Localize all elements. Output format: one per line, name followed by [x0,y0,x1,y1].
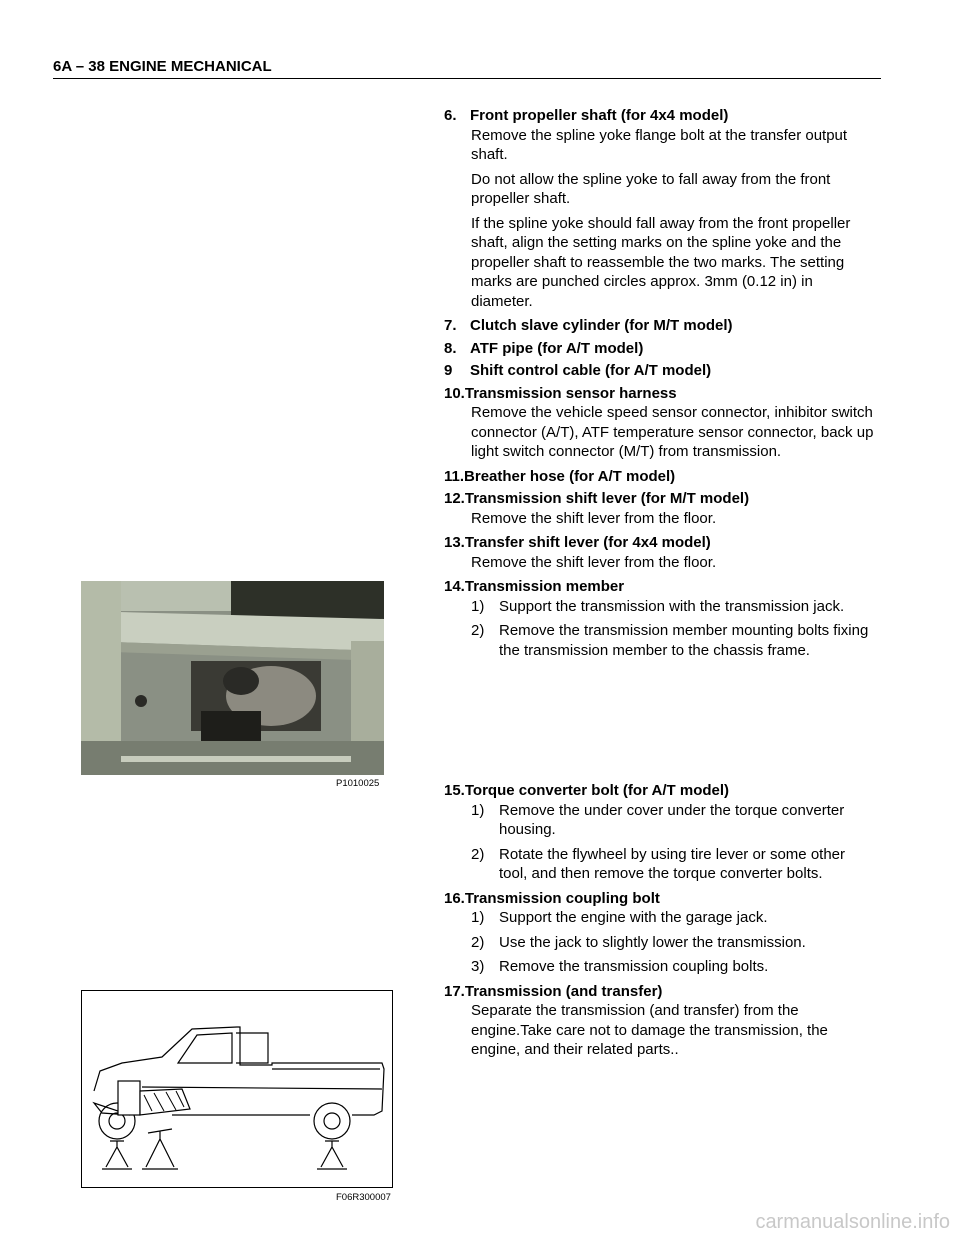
section-10: 10. Transmission sensor harness Remove the vehicle speed sensor connector, inhibitor switch connector (A/T), ATF temperature sensor connector, back up light switch connector (M/T) from transmission. [444,384,874,460]
watermark: carmanualsonline.info [755,1211,950,1233]
truck-on-jacks-drawing [81,990,393,1188]
section-title: Torque converter bolt (for A/T model) [464,782,730,799]
section-title: Front propeller shaft (for 4x4 model) [470,107,729,124]
section-12: 12. Transmission shift lever (for M/T model) Remove the shift lever from the floor. [444,490,750,527]
section-15: 15. Torque converter bolt (for A/T model) 1) Remove the under cover under the torque converter housing. 2) Rotate the flywheel by using tire lever or some other tool, and then remove the torque converter bolts. [444,782,846,882]
section-7: 7. Clutch slave cylinder (for M/T model) [444,317,733,334]
photo-caption: P1010025 [336,778,380,789]
section-title: Breather hose (for A/T model) [464,467,676,485]
section-11: 11. Breather hose (for A/T model) [444,467,676,485]
header-rule [53,78,881,79]
section-title: ATF pipe (for A/T model) [470,339,644,357]
section-title: Transmission sensor harness [464,384,677,402]
section-title: Transfer shift lever (for 4x4 model) [464,534,711,551]
section-16: 16. Transmission coupling bolt 1) Support the engine with the garage jack. 2) Use the jack to slightly lower the transmission. 3) Remove the transmission coupling bolts. [444,889,806,975]
drawing-caption: F06R300007 [336,1192,391,1203]
section-14: 14. Transmission member 1) Support the transmission with the transmission jack. 2) Remove the transmission member mounting bolts fixing the transmission member to the chassis frame. [444,578,869,659]
section-8: 8. ATF pipe (for A/T model) [444,339,644,357]
section-17: 17. Transmission (and transfer) Separate the transmission (and transfer) from the engine.Take care not to damage the transmission, the engine, and their related parts.. [444,982,828,1058]
section-13: 13. Transfer shift lever (for 4x4 model) Remove the shift lever from the floor. [444,534,717,571]
section-6: 6. Front propeller shaft (for 4x4 model) Remove the spline yoke flange bolt at the transfer output shaft. Do not allow the spline yoke to fall away from the front propeller shaft. If the spline yoke should fall away from the front propeller shaft, align the setting marks on the spline yoke and the propeller shaft to reassemble the two marks. The setting marks are punched circles approx. 3mm (0.12 in) in diameter. [444,107,851,310]
section-title: Clutch slave cylinder (for M/T model) [470,317,733,334]
chassis-photo [81,581,384,775]
section-title: Shift control cable (for A/T model) [470,362,712,379]
section-title: Transmission shift lever (for M/T model) [464,490,750,507]
page-header: 6A – 38 ENGINE MECHANICAL [53,58,272,75]
section-title: Transmission coupling bolt [464,889,660,907]
procedure-steps [444,106,874,1065]
spacer [444,665,874,781]
section-title: Transmission member [464,578,625,595]
section-9: 9 Shift control cable (for A/T model) [444,362,712,379]
section-title: Transmission (and transfer) [464,982,663,1000]
